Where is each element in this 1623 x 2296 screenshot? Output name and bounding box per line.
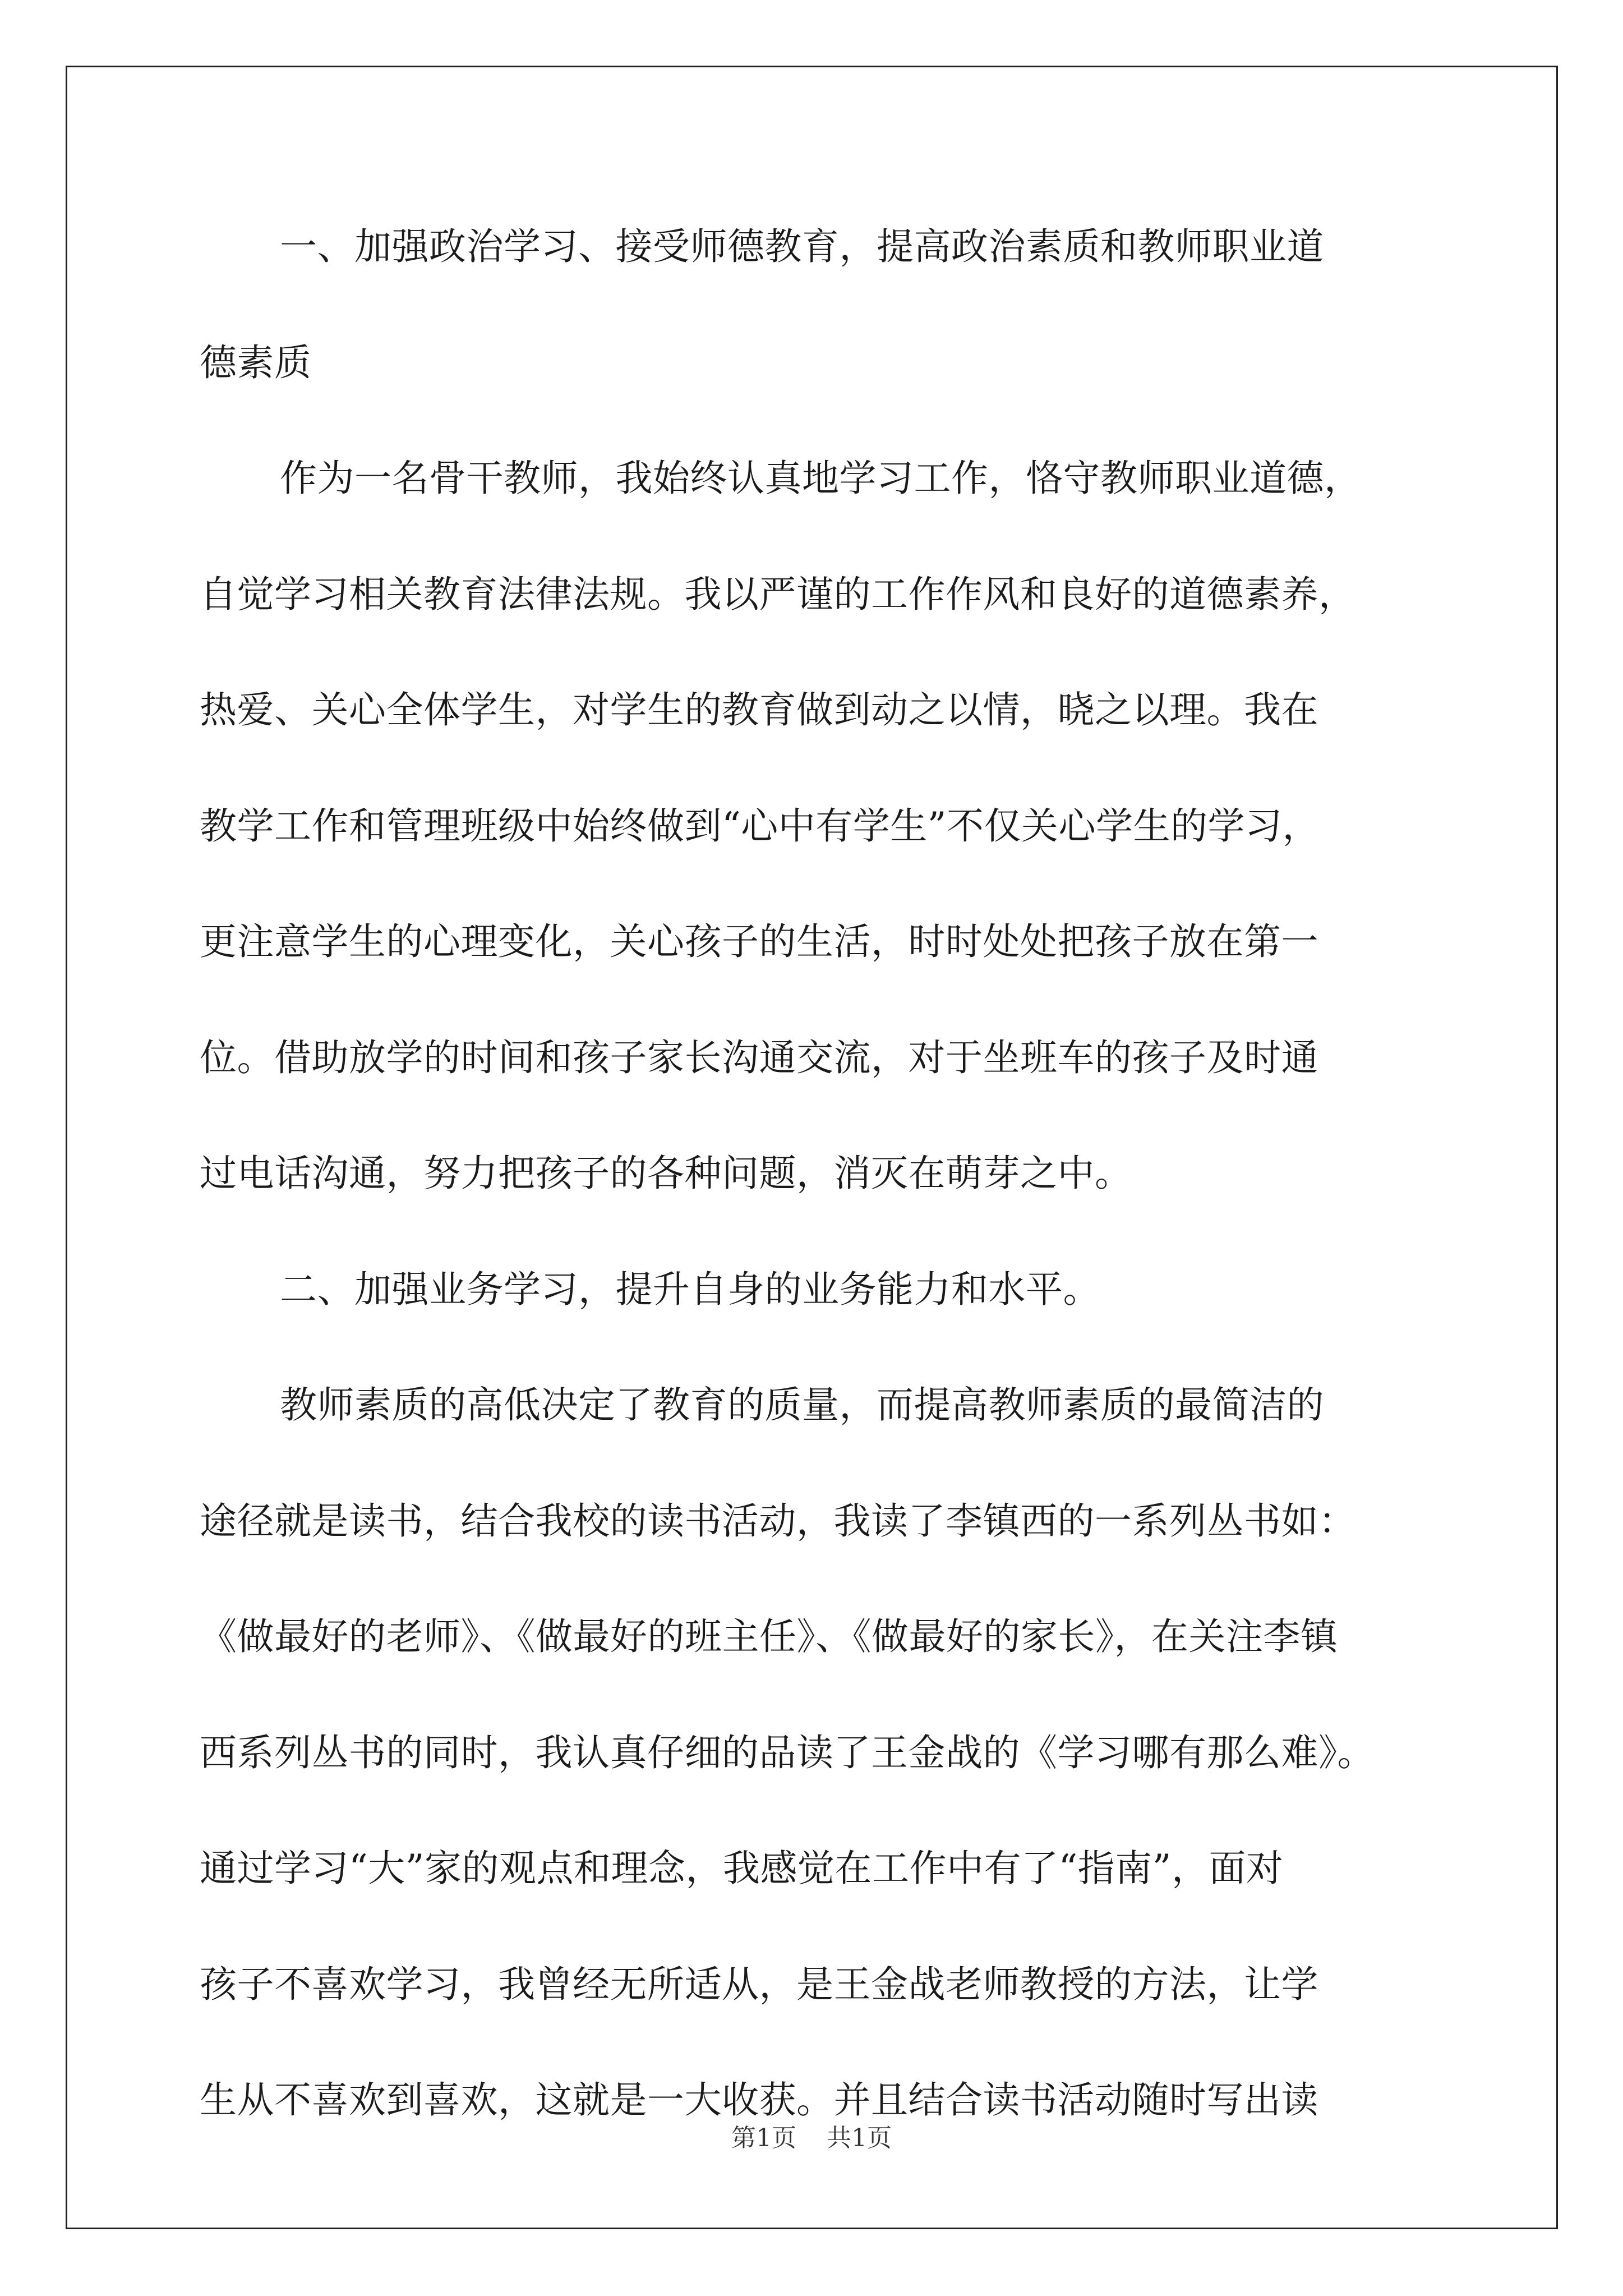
text-line: 孩子不喜欢学习，我曾经无所适从，是王金战老师教授的方法，让学 [200, 1962, 1318, 2006]
text-line: 途径就是读书，结合我校的读书活动，我读了李镇西的一系列丛书如： [200, 1499, 1356, 1543]
text-line: 位。借助放学的时间和孩子家长沟通交流，对于坐班车的孩子及时通 [200, 1036, 1318, 1079]
text-line: 更注意学生的心理变化，关心孩子的生活，时时处处把孩子放在第一 [200, 920, 1318, 963]
text-line: 《做最好的老师》、《做最好的班主任》、《做最好的家长》，在关注李镇 [200, 1615, 1338, 1658]
text-line: 生从不喜欢到喜欢，这就是一大收获。并且结合读书活动随时写出读 [200, 2078, 1318, 2122]
text-line: 热爱、关心全体学生，对学生的教育做到动之以情，晓之以理。我在 [200, 688, 1318, 731]
text-line: 作为一名骨干教师，我始终认真地学习工作，恪守教师职业道德， [280, 457, 1362, 500]
page-total: 共1页 [827, 2124, 892, 2152]
text-line: 西系列丛书的同时，我认真仔细的品读了王金战的《学习哪有那么难》。 [200, 1731, 1375, 1774]
text-line: 德素质 [200, 341, 312, 384]
page-footer [0, 2122, 1623, 2155]
document-body [200, 219, 1495, 2188]
text-line: 自觉学习相关教育法律法规。我以严谨的工作作风和良好的道德素养， [200, 572, 1356, 616]
text-line: 过电话沟通，努力把孩子的各种问题，消灭在萌芽之中。 [200, 1152, 1132, 1195]
text-line: 教学工作和管理班级中始终做到“心中有学生”不仅关心学生的学习， [200, 804, 1320, 848]
text-line: 通过学习“大”家的观点和理念，我感觉在工作中有了“指南”，面对 [200, 1847, 1284, 1890]
page-number: 第1页 [731, 2124, 796, 2152]
text-line: 教师素质的高低决定了教育的质量，而提高教师素质的最简洁的 [280, 1383, 1324, 1427]
text-line: 二、加强业务学习，提升自身的业务能力和水平。 [280, 1267, 1100, 1311]
text-line: 一、加强政治学习、接受师德教育，提高政治素质和教师职业道 [280, 225, 1324, 268]
